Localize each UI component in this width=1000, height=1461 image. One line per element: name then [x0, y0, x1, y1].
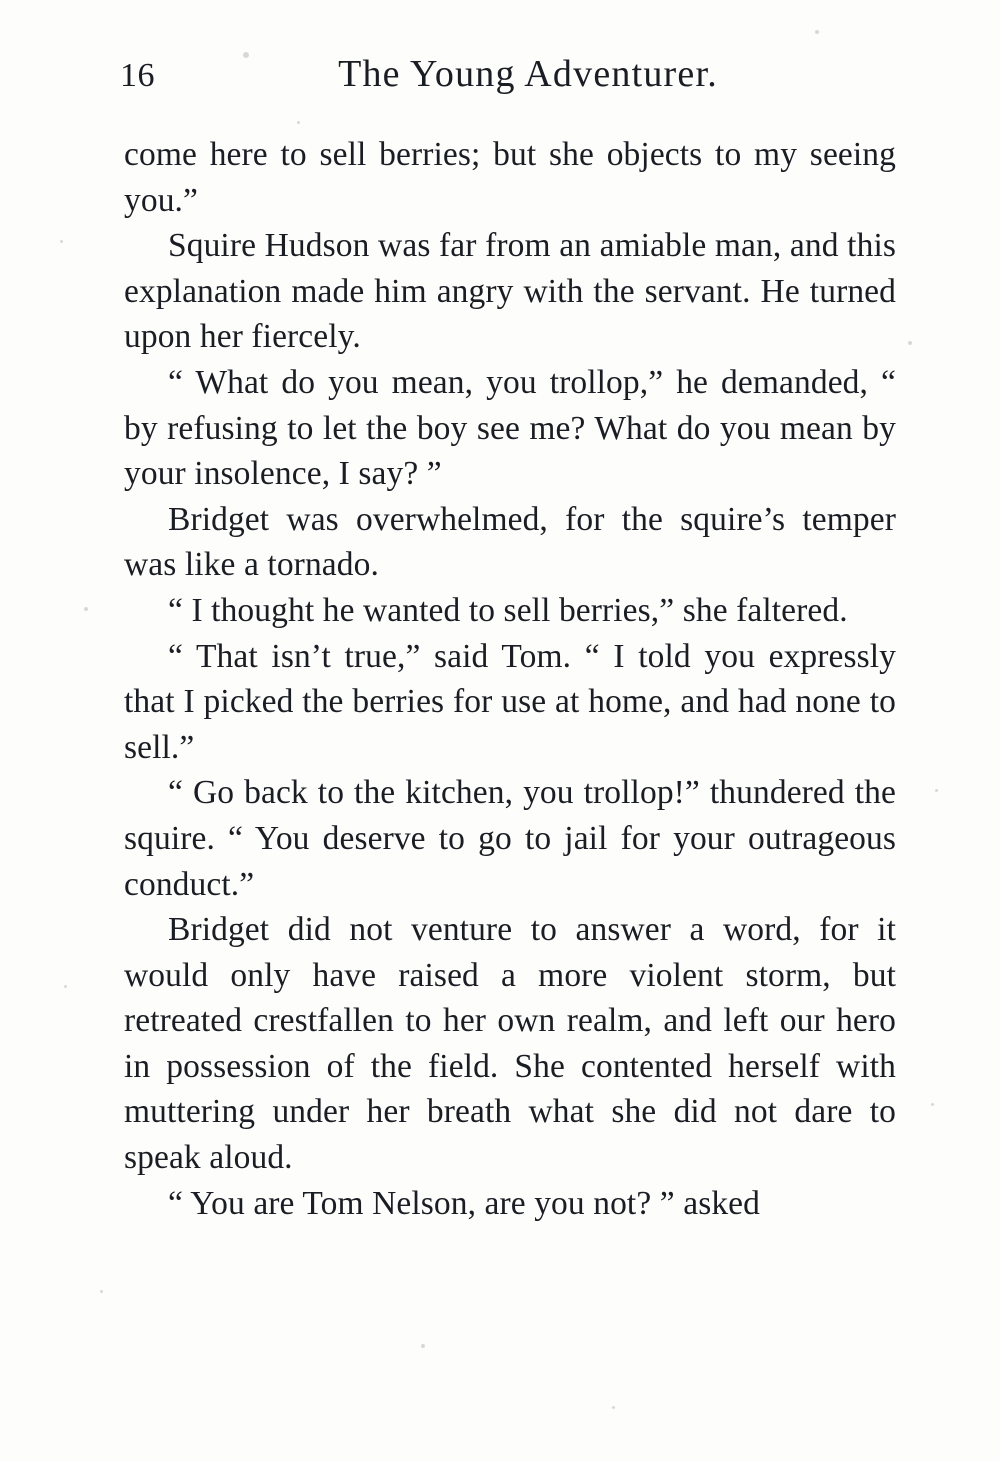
- page-header: [120, 52, 890, 104]
- paragraph: “ That isn’t true,” said Tom. “ I told you expressly that I picked the berries for use at home, and had none to sell.”: [124, 637, 896, 766]
- paper-speckle: [421, 1344, 425, 1348]
- paragraph: “ What do you mean, you trollop,” he demanded, “ by refusing to let the boy see me? What do you mean by your insolence, I say? ”: [124, 363, 896, 493]
- page-body: [124, 132, 896, 1226]
- paper-speckle: [84, 607, 88, 611]
- paragraph: “ I thought he wanted to sell berries,” she faltered.: [168, 591, 848, 629]
- paper-speckle: [908, 341, 912, 345]
- paper-speckle: [297, 121, 300, 124]
- paper-speckle: [815, 30, 819, 34]
- running-title: The Young Adventurer.: [338, 53, 718, 95]
- paper-speckle: [100, 1290, 103, 1293]
- paragraph: Squire Hudson was far from an amiable man, and this explanation made him angry with the servant. He turned upon her fiercely.: [124, 227, 896, 356]
- paper-speckle: [612, 1406, 615, 1409]
- paragraph: Bridget was overwhelmed, for the squire’s temper was like a tornado.: [124, 500, 896, 584]
- paper-speckle: [60, 240, 63, 243]
- paper-speckle: [935, 789, 938, 792]
- paragraph: “ You are Tom Nelson, are you not? ” asked: [168, 1184, 761, 1222]
- paper-speckle: [64, 985, 67, 988]
- paragraph: Bridget did not venture to answer a word, for it would only have raised a more violent storm, but retreated crestfallen to her own realm, and left our hero in possession of the field. She contented herself with muttering under her breath what she did not dare to speak aloud.: [124, 911, 896, 1177]
- paragraph: come here to sell berries; but she objects to my seeing you.”: [124, 136, 896, 219]
- paragraph: “ Go back to the kitchen, you trollop!” thundered the squire. “ You deserve to go to jail for your outrageous conduct.”: [124, 774, 896, 903]
- page-number: 16: [120, 57, 155, 94]
- paper-speckle: [931, 1103, 934, 1106]
